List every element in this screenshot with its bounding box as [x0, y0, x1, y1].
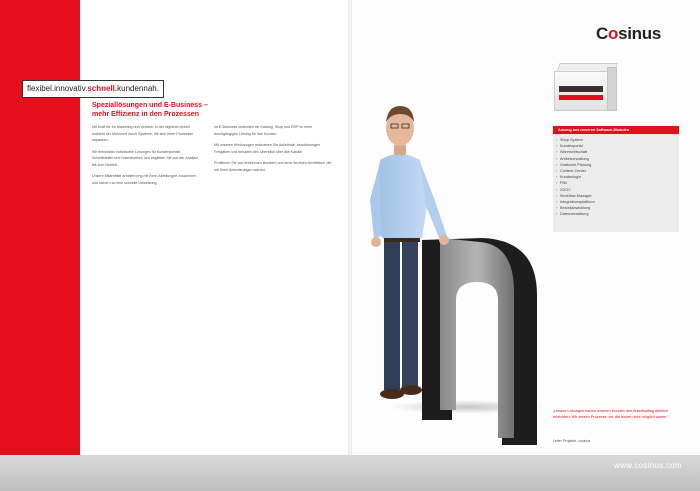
paragraph: Profitieren Sie von erfahrenen Beratern und einer flexiblen Architektur, die mit Ihren Anforderungen wächst.: [214, 161, 332, 172]
software-box-image: [554, 63, 618, 109]
feature-list: [553, 137, 679, 218]
paragraph: Mit unseren Werkzeugen reduzieren Sie Aufwände, beschleunigen Freigaben und behalten den Überblick über alle Kanäle.: [214, 143, 321, 154]
body-column-2: [214, 124, 332, 178]
red-accent-band: [0, 0, 80, 455]
website-url: www.cosinus.com: [613, 461, 682, 470]
list-item: › Content-Center: [553, 168, 679, 174]
claim-highlight: schnell.: [87, 84, 118, 93]
list-item: › Grafische Planung: [553, 162, 679, 168]
list-item: › Warenwirtschaft: [553, 149, 679, 155]
paragraph: Mit Kraft für Ihr Marketing und Vertrieb. In der täglichen Arbeit entsteht der Mehrwert durch Systeme, die sich Ihren Prozessen anpassen.: [92, 125, 194, 142]
paragraph: Wir entwickeln individuelle Lösungen für Kundenportale, Schnittstellen und Datenbanken und begleiten Sie von der Analyse bis zum Betrieb.: [92, 149, 199, 167]
list-item: › Workflow-Manager: [553, 193, 679, 199]
footer-strip: [0, 455, 700, 491]
box-label: [559, 86, 603, 92]
logo-rest: sinus: [618, 24, 661, 43]
person-with-letter-illustration: [352, 0, 552, 455]
list-item: › Bestellabwicklung: [553, 205, 679, 211]
cosinus-logo: [596, 24, 661, 44]
feature-list-title: Auszug aus unseren Software-Modulen: [553, 126, 679, 134]
headline: Speziallösungen und E-Business – mehr Effizienz in den Prozessen: [92, 102, 208, 118]
box-side: [607, 67, 617, 111]
paragraph: Unsere Mitarbeiter arbeiten eng mit Ihren Abteilungen zusammen und sichern so eine schnelle Umsetzung.: [92, 174, 196, 185]
claim-part1: flexibel.innovativ.: [27, 84, 88, 93]
box-red-stripe: [559, 95, 603, 100]
testimonial-attribution: Leiter Projekte, cosinus: [553, 439, 591, 443]
feature-list-box: [553, 126, 679, 232]
testimonial-quote: „Unsere Lösungen haben unseren Kunden den Arbeitsalltag deutlich erleichtert. Wir setzen Prozesse um, die bisher nicht möglich waren.“: [553, 409, 669, 419]
list-item: › Shop-System: [553, 137, 679, 143]
paragraph: Im E-Business verbinden wir Katalog, Shop und ERP zu einer durchgängigen Lösung für Ihre Kunden.: [214, 125, 313, 136]
claim-box: [22, 80, 164, 98]
logo-c: C: [596, 24, 608, 43]
body-column-1: [92, 124, 202, 191]
list-item: › Datenverwaltung: [553, 211, 679, 217]
list-item: › Kundenlogin: [553, 174, 679, 180]
list-item: › Artikelverwaltung: [553, 156, 679, 162]
list-item: › Kundenportal: [553, 143, 679, 149]
list-item: › PIM: [553, 180, 679, 186]
logo-o: o: [607, 24, 619, 43]
list-item: › XDOC: [553, 187, 679, 193]
list-item: › Integrationsplattform: [553, 199, 679, 205]
box-front: [554, 71, 608, 111]
claim-part2: kundennah.: [117, 84, 159, 93]
